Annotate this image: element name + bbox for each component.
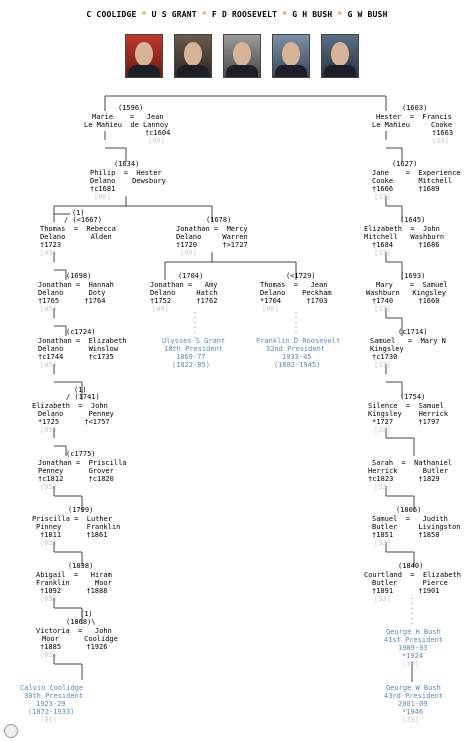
couple-jonathan-hannah[interactable]: Jonathan = Hannah xyxy=(38,281,114,289)
year-1667-marker: (1) xyxy=(72,209,85,217)
couple-courtland-elizabeth[interactable]: Courtland = Elizabeth xyxy=(364,571,461,579)
president-coolidge-name[interactable]: Calvin Coolidge xyxy=(20,684,84,692)
couple-abigail-hiram-dates: †1892 †1888 xyxy=(40,587,108,595)
year-1838: (1838) xyxy=(68,562,94,570)
couple-jane-experience-dates: †1666 †1689 xyxy=(372,185,440,193)
couple-mary-samuel-dates: †1740 †1660 xyxy=(372,297,440,305)
year-1714: (c1714) xyxy=(398,328,428,336)
generation-ref: [00] xyxy=(94,193,111,201)
year-1698: (1698) xyxy=(66,272,92,280)
generation-ref: [33] xyxy=(374,193,391,201)
president-roosevelt-term: 1933-45 xyxy=(282,353,312,361)
generation-ref: [33] xyxy=(374,426,391,434)
couple-philip-hester[interactable]: Philip = Hester xyxy=(90,169,162,177)
generation-ref: [05] xyxy=(40,716,57,724)
couple-elizabeth-john-penney[interactable]: Elizabeth = John xyxy=(32,402,108,410)
couple-thomas-rebecca-surnames: Delano Alden xyxy=(40,233,112,241)
generation-ref: [05] xyxy=(40,539,57,547)
president-grant-number: 18th President xyxy=(164,345,224,353)
couple-jonathan-amy[interactable]: Jonathan = Amy xyxy=(150,281,218,289)
couple-thomas-rebecca-dates: †1723 xyxy=(40,241,62,249)
couple-samuel-mary-surnames: Kingsley xyxy=(370,345,404,353)
couple-courtland-elizabeth-surnames: Butler Pierce xyxy=(372,579,448,587)
generation-ref: [05] xyxy=(40,426,57,434)
generation-ref: [00] xyxy=(262,305,279,313)
president-roosevelt-number: 32nd President xyxy=(266,345,326,353)
couple-silence-samuel-surnames: Kingsley Herrick xyxy=(368,410,449,418)
year-1868: (1868)\ xyxy=(66,618,96,626)
title-roosevelt: F D ROOSEVELT xyxy=(211,10,278,19)
president-roosevelt-name[interactable]: Franklin D Roosevelt xyxy=(256,337,341,345)
president-ghbush-term: 1989-93 xyxy=(398,644,428,652)
generation-ref: [05] xyxy=(40,361,57,369)
generation-ref: [33] xyxy=(402,660,419,668)
couple-jonathan-priscilla[interactable]: Jonathan = Priscilla xyxy=(38,459,127,467)
couple-silence-samuel-dates: *1727 †1797 xyxy=(372,418,440,426)
couple-jonathan-elizabeth-surnames: Delano Winslow xyxy=(38,345,119,353)
president-gwbush-term: 2001-09 xyxy=(398,700,428,708)
couple-philip-hester-dates: †c1681 xyxy=(90,185,116,193)
year-1754: (1754) xyxy=(400,393,426,401)
couple-samuel-judith-surnames: Butler Livingston xyxy=(372,523,461,531)
couple-samuel-judith[interactable]: Samuel = Judith xyxy=(372,515,448,523)
couple-courtland-elizabeth-dates: †1891 †1901 xyxy=(372,587,440,595)
president-grant-dates: (1822-85) xyxy=(172,361,210,369)
generation-ref: [43] xyxy=(40,249,57,257)
couple-philip-hester-surnames: Delano Dewsbury xyxy=(90,177,166,185)
generation-ref: [00] xyxy=(180,249,197,257)
year-1645: (1645) xyxy=(400,216,426,224)
couple-jonathan-mercy[interactable]: Jonathan = Mercy xyxy=(176,225,248,233)
generation-ref: [33] xyxy=(374,595,391,603)
president-grant-name[interactable]: Ulysses S Grant xyxy=(162,337,226,345)
couple-thomas-jean-dates: *1704 †1703 xyxy=(260,297,328,305)
year-1704: (1704) xyxy=(178,272,204,280)
president-grant-term: 1869-77 xyxy=(176,353,206,361)
year-1868-marker: (1) xyxy=(80,610,93,618)
couple-jonathan-priscilla-dates: †c1812 †c1820 xyxy=(38,475,114,483)
year-1729: (<1729) xyxy=(286,272,316,280)
president-coolidge-term: 1923-29 xyxy=(36,700,66,708)
couple-elizabeth-john-penney-dates: *1725 †<1757 xyxy=(38,418,110,426)
couple-jonathan-hannah-dates: †1765 †1764 xyxy=(38,297,106,305)
couple-priscilla-luther[interactable]: Priscilla = Luther xyxy=(32,515,113,523)
star-icon: * xyxy=(141,10,147,19)
year-1799: (1799) xyxy=(68,506,94,514)
couple-jane-experience[interactable]: Jane = Experience xyxy=(372,169,461,177)
year-1627: (1627) xyxy=(392,160,418,168)
couple-sarah-nathaniel-surnames: Herrick Butler xyxy=(368,467,449,475)
star-icon: * xyxy=(201,10,207,19)
couple-mary-samuel[interactable]: Mary = Samuel xyxy=(376,281,448,289)
couple-victoria-john-dates: †1885 †1926 xyxy=(40,643,108,651)
couple-victoria-john[interactable]: Victoria = John xyxy=(36,627,112,635)
couple-thomas-jean[interactable]: Thomas = Jean xyxy=(260,281,328,289)
year-1678: (1678) xyxy=(206,216,232,224)
couple-mary-samuel-surnames: Washburn Kingsley xyxy=(366,289,447,297)
year-1775: (c1775) xyxy=(66,450,96,458)
couple-thomas-jean-surnames: Delano Peckham xyxy=(260,289,332,297)
title-ghbush: G H BUSH xyxy=(292,10,333,19)
title-grant: U S GRANT xyxy=(151,10,197,19)
generation-ref: [33] xyxy=(432,137,449,145)
president-coolidge-number: 30th President xyxy=(24,692,84,700)
year-1634: (1634) xyxy=(114,160,140,168)
generation-ref: [05] xyxy=(40,305,57,313)
couple-priscilla-luther-surnames: Pinney Franklin xyxy=(36,523,121,531)
generation-ref: [33] xyxy=(374,305,391,313)
president-ghbush-name[interactable]: George H Bush xyxy=(386,628,441,636)
couple-elizabeth-john-washburn[interactable]: Elizabeth = John xyxy=(364,225,440,233)
couple-hester-francis[interactable]: Hester = Francis xyxy=(376,113,452,121)
generation-ref: [00] xyxy=(148,137,165,145)
couple-sarah-nathaniel-dates: †c1823 †1829 xyxy=(368,475,440,483)
year-1667: / (<1667) xyxy=(64,216,102,224)
president-roosevelt-dates: (1882-1945) xyxy=(274,361,321,369)
president-gwbush-number: 43rd President xyxy=(384,692,444,700)
couple-samuel-mary[interactable]: Samuel = Mary N xyxy=(370,337,446,345)
couple-jonathan-mercy-surnames: Delano Warren xyxy=(176,233,248,241)
year-1741-marker: (1) xyxy=(74,386,87,394)
couple-elizabeth-john-penney-surnames: Delano Penney xyxy=(38,410,114,418)
president-ghbush-number: 41st President xyxy=(384,636,444,644)
generation-ref: [33] xyxy=(374,249,391,257)
year-1741: / (1741) xyxy=(66,393,100,401)
generation-ref: [00] xyxy=(152,305,169,313)
generation-ref: [33] xyxy=(402,716,419,724)
couple-elizabeth-john-washburn-surnames: Mitchell Washburn xyxy=(364,233,445,241)
year-1806: (1806) xyxy=(396,506,422,514)
couple-priscilla-luther-dates: †1811 †1861 xyxy=(40,531,108,539)
year-1596: (1596) xyxy=(118,104,144,112)
title-gwbush: G W BUSH xyxy=(347,10,388,19)
generation-ref: [33] xyxy=(374,483,391,491)
couple-samuel-judith-dates: †1851 †1858 xyxy=(372,531,440,539)
generation-ref: [05] xyxy=(40,595,57,603)
generation-ref: [33] xyxy=(374,361,391,369)
couple-jonathan-amy-dates: †1752 †1762 xyxy=(150,297,218,305)
couple-samuel-mary-dates: †c1730 xyxy=(372,353,398,361)
couple-jane-experience-surnames: Cooke Mitchell xyxy=(372,177,453,185)
title-coolidge: C COOLIDGE xyxy=(86,10,137,19)
couple-jonathan-hannah-surnames: Delano Doty xyxy=(38,289,106,297)
generation-ref: [33] xyxy=(374,539,391,547)
star-icon: * xyxy=(282,10,288,19)
couple-silence-samuel[interactable]: Silence = Samuel xyxy=(368,402,444,410)
couple-jonathan-mercy-dates: †1720 †>1727 xyxy=(176,241,248,249)
seal-icon xyxy=(4,724,18,738)
year-1603: (1603) xyxy=(402,104,428,112)
couple-jonathan-amy-surnames: Delano Hatch xyxy=(150,289,218,297)
generation-ref: [05] xyxy=(40,483,57,491)
couple-hester-francis-dates: †1663 xyxy=(432,129,454,137)
couple-sarah-nathaniel[interactable]: Sarah = Nathaniel xyxy=(372,459,453,467)
couple-marie-jean-surnames: Le Mahieu de Lannoy xyxy=(84,121,169,129)
couple-jonathan-elizabeth[interactable]: Jonathan = Elizabeth xyxy=(38,337,127,345)
couple-jonathan-priscilla-surnames: Penney Grover xyxy=(38,467,114,475)
couple-abigail-hiram[interactable]: Abigail = Hiram xyxy=(36,571,112,579)
couple-victoria-john-surnames: Moor Coolidge xyxy=(42,635,118,643)
couple-abigail-hiram-surnames: Franklin Moor xyxy=(36,579,112,587)
couple-elizabeth-john-washburn-dates: †1684 †1686 xyxy=(372,241,440,249)
generation-ref: [05] xyxy=(40,651,57,659)
year-1724: (c1724) xyxy=(66,328,96,336)
couple-thomas-rebecca[interactable]: Thomas = Rebecca xyxy=(40,225,116,233)
couple-marie-jean[interactable]: Marie = Jean xyxy=(92,113,164,121)
president-gwbush-name[interactable]: George W Bush xyxy=(386,684,441,692)
president-coolidge-dates: (1872-1933) xyxy=(28,708,75,716)
couple-jonathan-elizabeth-dates: †c1744 †c1735 xyxy=(38,353,114,361)
year-1693: (1693) xyxy=(400,272,426,280)
couple-hester-francis-surnames: Le Mahieu Cooke xyxy=(372,121,453,129)
star-icon: * xyxy=(337,10,343,19)
year-1840: (1840) xyxy=(398,562,424,570)
couple-marie-jean-dates: †c1604 xyxy=(145,129,171,137)
president-ghbush-dates: *1924 xyxy=(402,652,424,660)
president-gwbush-dates: *1946 xyxy=(402,708,424,716)
